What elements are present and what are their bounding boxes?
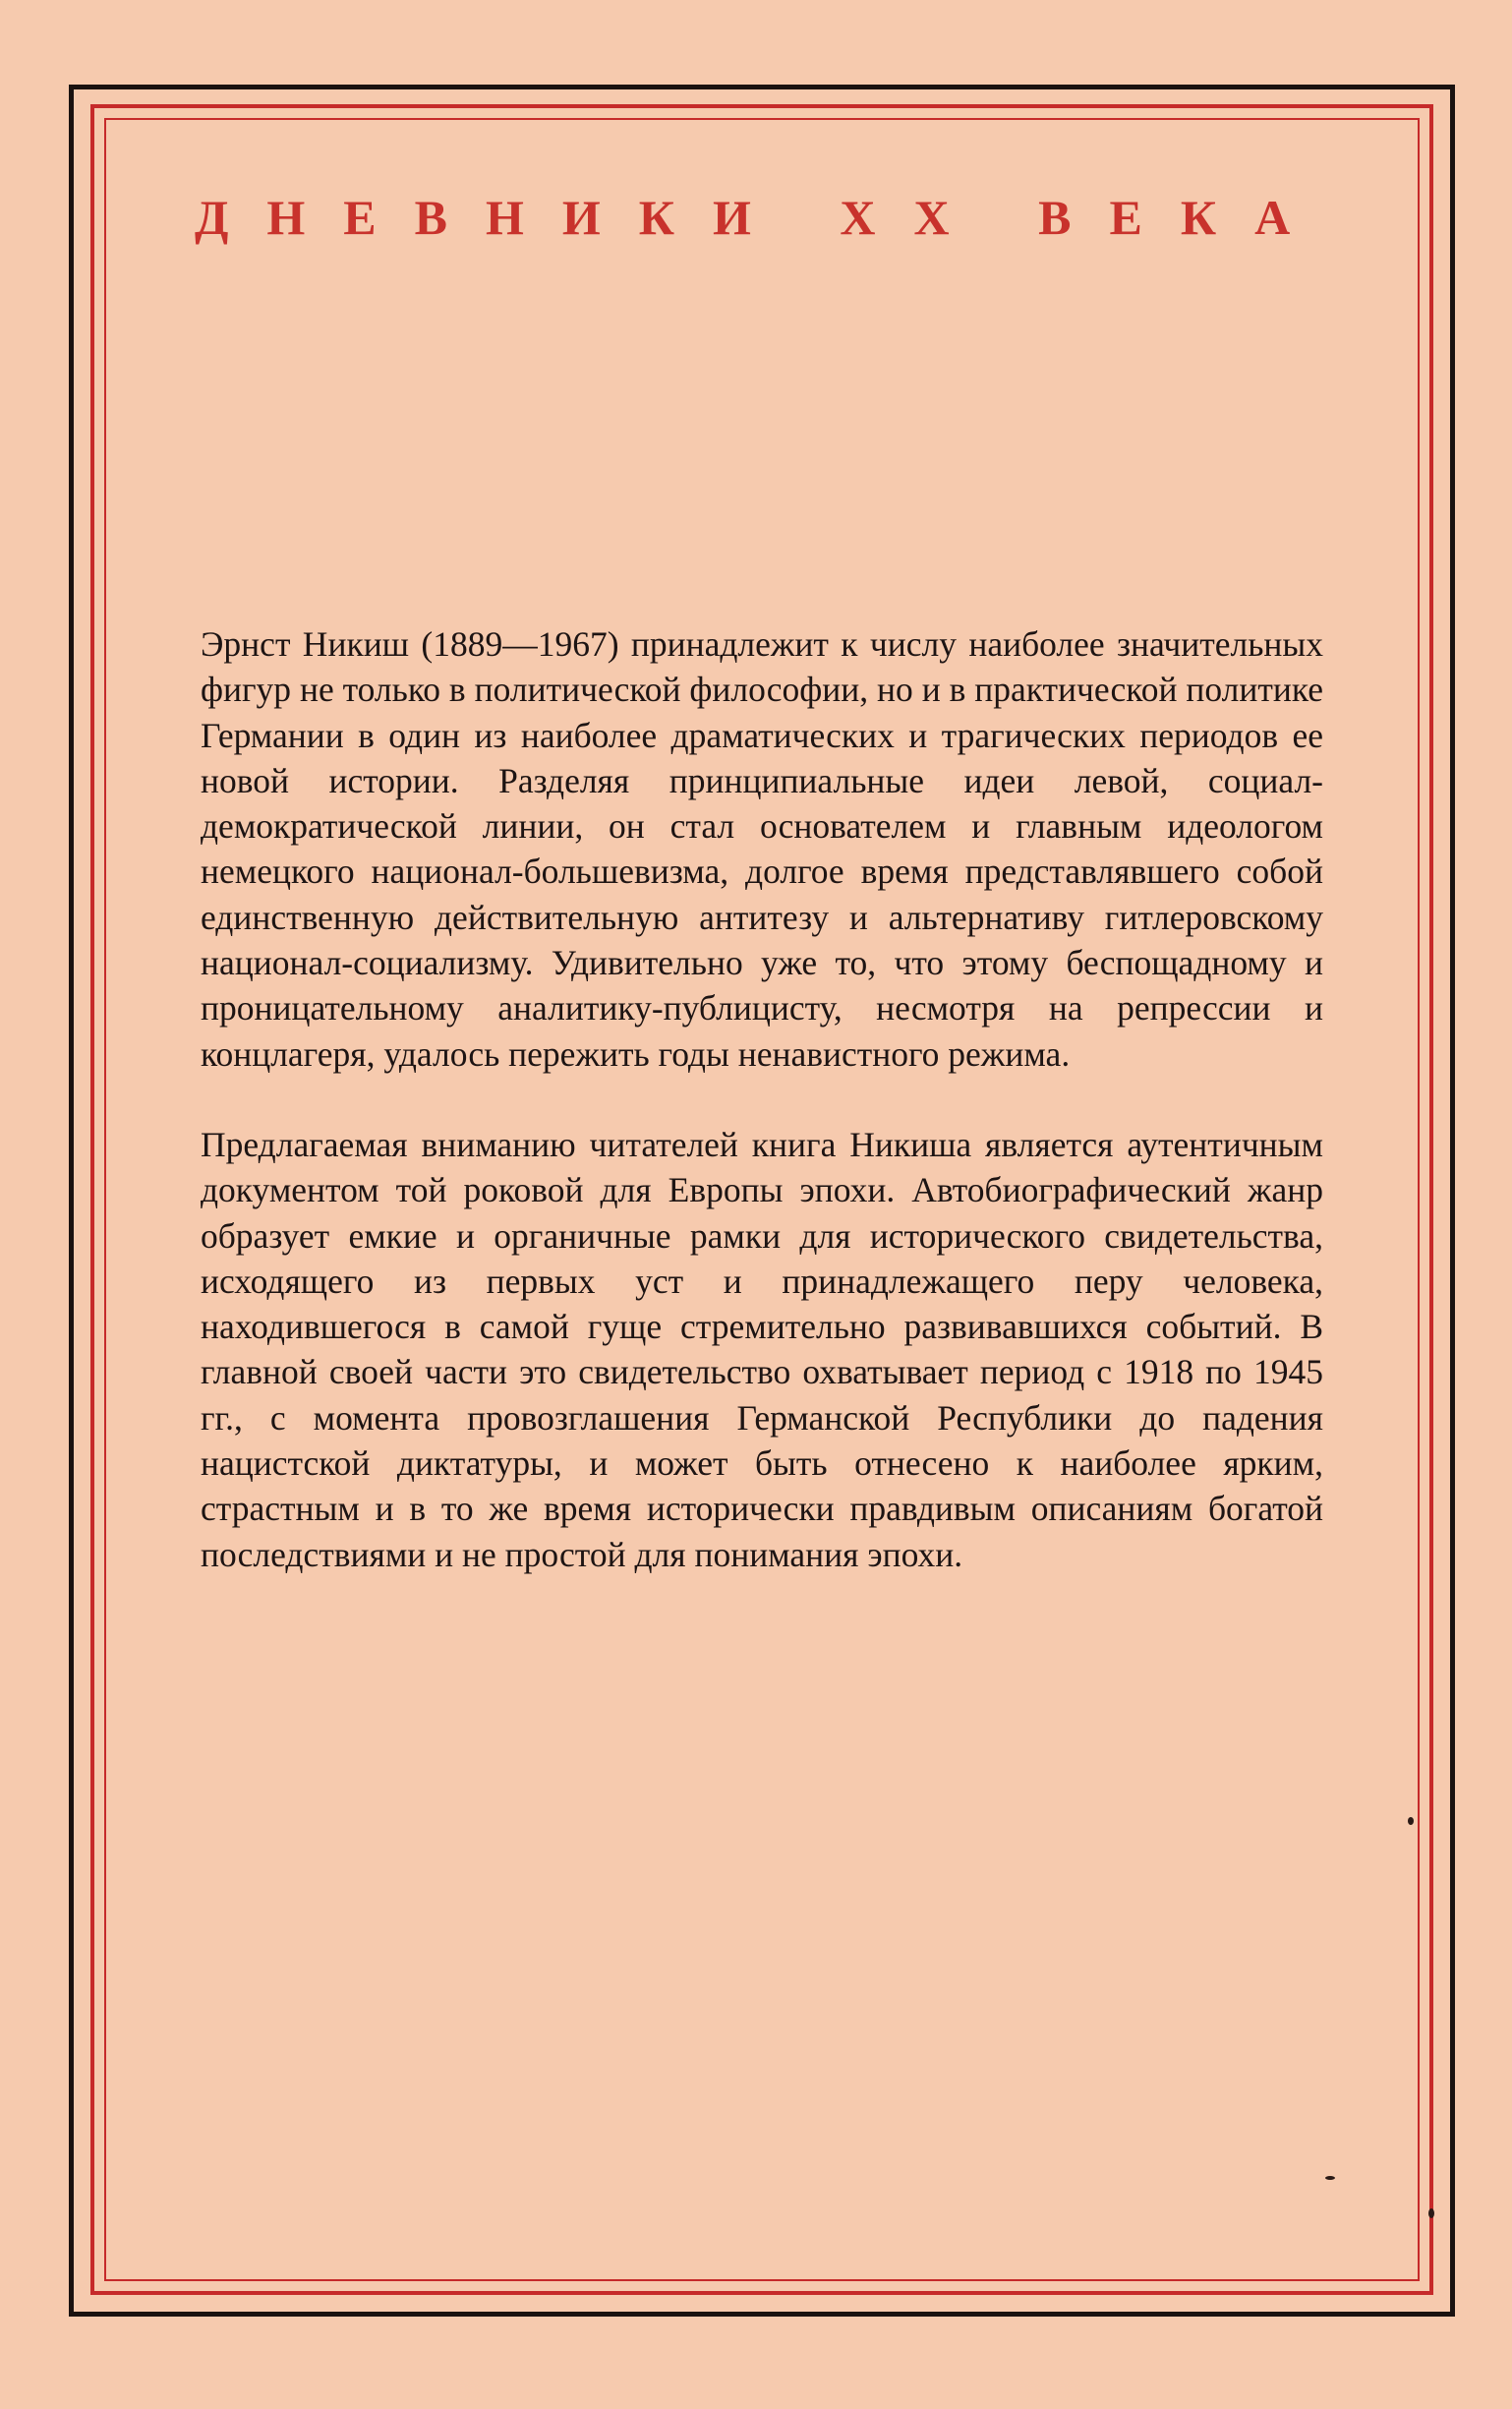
print-speck [1325, 2176, 1335, 2180]
print-speck [1408, 1817, 1414, 1825]
paragraph-1: Эрнст Никиш (1889—1967) принадлежит к числу наиболее значительных фигур не только в политической философии, но и в практической политике Германии в один из наиболее драматических и трагических периодов ее новой истории. Разделяя принципиальные идеи левой, социал-демократической линии, он стал основателем и главным идеологом немецкого национал-большевизма, долгое время представлявшего собой единственную действительную антитезу и альтернативу гитлеровскому национал-социализму. Удивительно уже то, что этому беспощадному и проницательному аналитику-публицисту, несмотря на репрессии и концлагеря, удалось пережить годы ненавистного режима. [201, 624, 1323, 1074]
paragraph-2: Предлагаемая вниманию читателей книга Никиша является аутентичным документом той роковой для Европы эпохи. Автобиографический жанр образует емкие и органичные рамки для исторического свидетельства, исходящего из первых уст и принадлежащего перу человека, находившегося в самой гуще стремительно развивавшихся событий. В главной своей части это свидетельство охватывает период с 1918 по 1945 гг., с момента провозглашения Германской Республики до падения нацистской диктатуры, и может быть отнесено к наиболее ярким, страстным и в то же время исторически правдивым описаниям богатой последствиями и не простой для понимания эпохи. [201, 1124, 1323, 1574]
annotation-text [201, 621, 1323, 1577]
series-title: ДНЕВНИКИ XX ВЕКА [195, 190, 1329, 245]
print-speck [1428, 2208, 1434, 2218]
